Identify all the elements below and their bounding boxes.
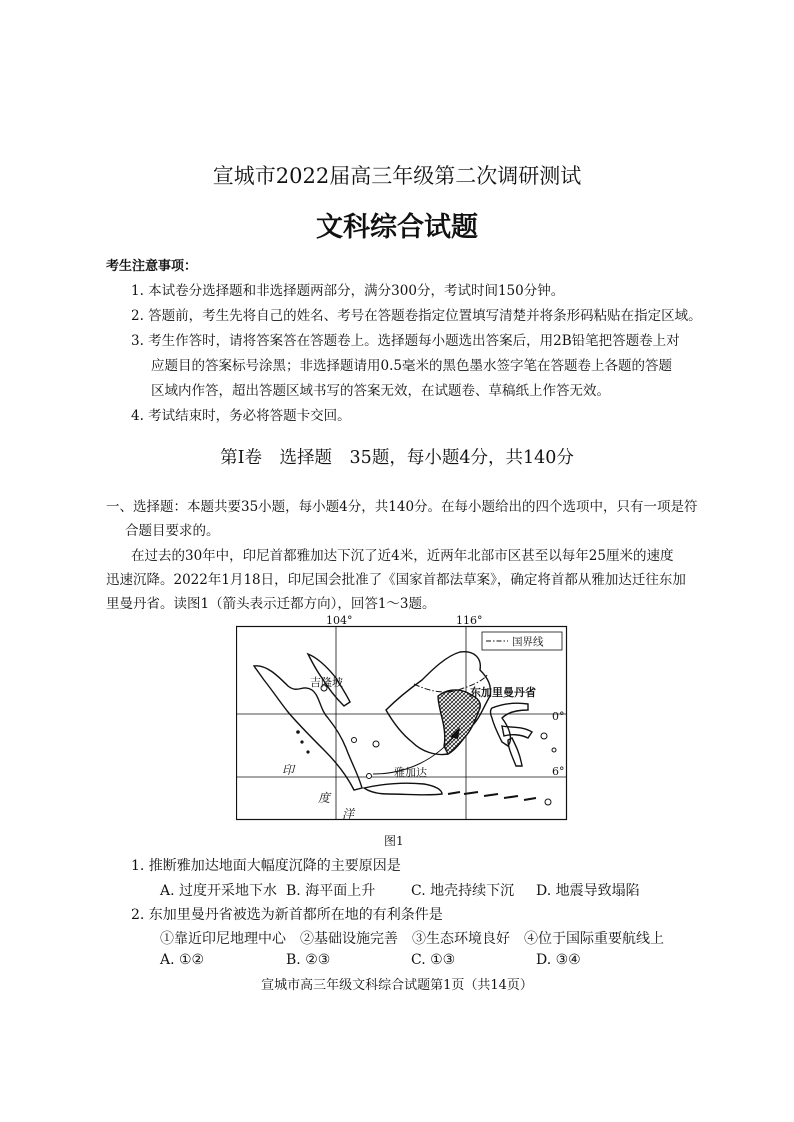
exam-title: 宣城市2022届高三年级第二次调研测试 <box>212 164 582 188</box>
island-dot <box>296 730 300 734</box>
section-intro-line-1: 一、选择题：本题共要35小题，每小题4分，共140分。在每小题给出的四个选项中，只有一项是符 <box>106 499 698 515</box>
question-2-option-c: C. ①③ <box>411 952 456 968</box>
passage-line-3: 里曼丹省。读图1（箭头表示迁都方向），回答1～3题。 <box>106 596 436 612</box>
island-dot <box>306 750 309 753</box>
legend-label: 国界线 <box>512 636 544 648</box>
notice-item-3-cont-1: 应题目的答案标号涂黑；非选择题请用0.5毫米的黑色墨水签字笔在答题卷上各题的答题 <box>151 358 672 374</box>
exam-subtitle: 文科综合试题 <box>316 212 478 243</box>
question-2-stem: 2. 东加里曼丹省被选为新首都所在地的有利条件是 <box>131 907 443 923</box>
question-1-stem: 1. 推断雅加达地面大幅度沉降的主要原因是 <box>131 858 401 874</box>
question-2-option-a: A. ①② <box>160 952 205 968</box>
notice-item-3-cont-2: 区域内作答，超出答题区域书写的答案无效，在试题卷、草稿纸上作答无效。 <box>151 383 610 399</box>
notice-item-1: 1. 本试卷分选择题和非选择题两部分，满分300分，考试时间150分钟。 <box>131 283 565 299</box>
section-heading: 第Ⅰ卷 选择题 35题，每小题4分，共140分 <box>220 448 574 468</box>
jakarta-label: 雅加达 <box>394 766 427 779</box>
indonesia-map <box>236 614 572 824</box>
section-intro-line-2: 合题目要求的。 <box>125 523 220 539</box>
ocean-label-2: 度 <box>318 791 331 805</box>
question-2-option-b: B. ②③ <box>286 952 331 968</box>
question-1-option-a: A. 过度开采地下水 <box>160 883 278 899</box>
lon-label-116: 116° <box>456 614 483 627</box>
kuala-lumpur-label: 吉隆坡 <box>310 676 343 689</box>
lat-label-6: 6° <box>552 765 565 778</box>
ocean-label-1: 印 <box>282 763 295 777</box>
figure-caption: 图1 <box>384 834 404 848</box>
notice-item-4: 4. 考试结束时，务必将答题卡交回。 <box>131 408 351 424</box>
notice-heading: 考生注意事项： <box>106 259 198 274</box>
ocean-label-3: 洋 <box>342 807 355 821</box>
jakarta-marker <box>367 774 372 779</box>
island-dot <box>300 740 303 743</box>
passage-line-1: 在过去的30年中，印尼首都雅加达下沉了近4米，近两年北部市区甚至以每年25厘米的速度 <box>131 548 674 564</box>
question-1-option-c: C. 地壳持续下沉 <box>411 883 515 899</box>
notice-item-3: 3. 考生作答时，请将答案答在答题卷上。选择题每小题选出答案后，用2B铅笔把答题卷上对 <box>131 333 680 349</box>
notice-item-2: 2. 答题前，考生先将自己的姓名、考号在答题卷指定位置填写清楚并将条形码粘贴在指定区域。 <box>131 308 702 324</box>
page-footer: 宣城市高三年级文科综合试题第1页（共14页） <box>261 978 533 993</box>
question-1-option-b: B. 海平面上升 <box>286 883 376 899</box>
passage-line-2: 迅速沉降。2022年1月18日，印尼国会批准了《国家首都法草案》，确定将首都从雅加达迁往东加 <box>106 572 686 588</box>
question-2-option-d: D. ③④ <box>536 952 581 968</box>
question-1-option-d: D. 地震导致塌陷 <box>536 883 640 899</box>
lon-label-104: 104° <box>326 614 353 627</box>
question-2-conditions: ①靠近印尼地理中心 ②基础设施完善 ③生态环境良好 ④位于国际重要航线上 <box>160 931 664 947</box>
east-kalimantan-label: 东加里曼丹省 <box>470 686 536 699</box>
lat-label-0: 0° <box>552 710 565 723</box>
